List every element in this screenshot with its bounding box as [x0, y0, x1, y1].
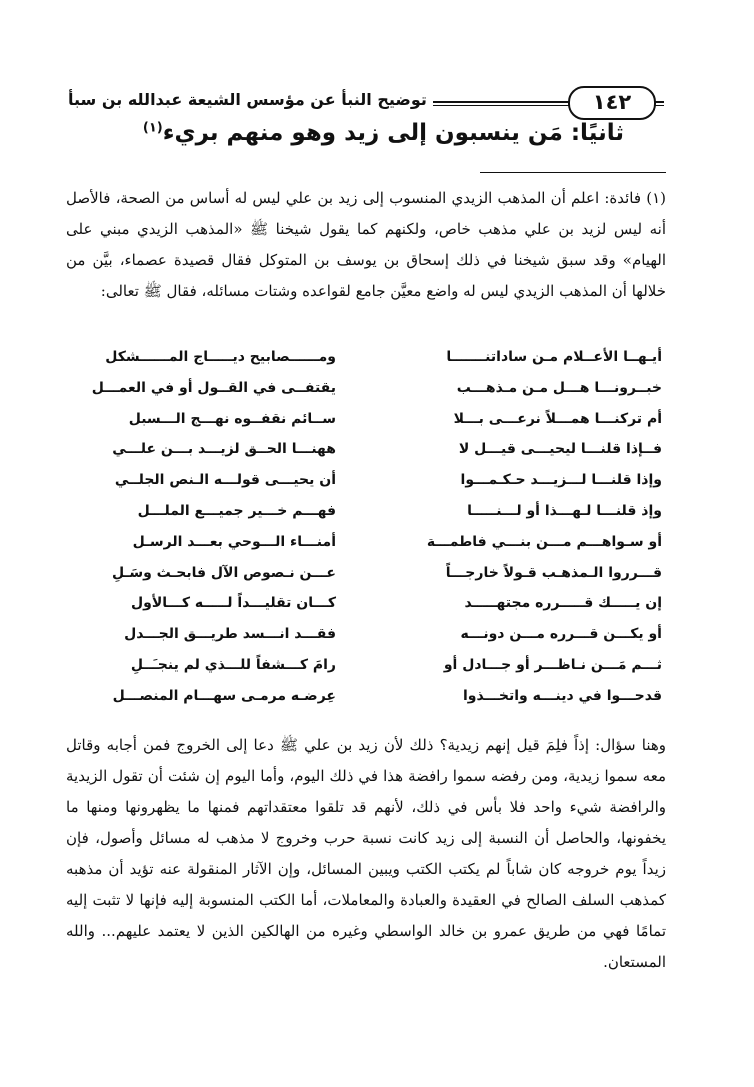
poem-line	[90, 650, 662, 681]
poem-hemistich-second: أن يحيـــى قولـــه الـنص الجلــي	[114, 472, 336, 489]
section-heading	[143, 120, 624, 146]
page-number: ١٤٢	[568, 86, 656, 120]
poem-line	[90, 434, 662, 465]
footnote-reference: (١)	[142, 120, 163, 136]
poem-hemistich-second: ههنـــا الحــق لزيـــد بـــن علـــي	[112, 441, 336, 458]
poem-line	[90, 373, 662, 404]
poem-hemistich-first: ثـــم مَـــن نـاظـــر أو جـــادل أو	[443, 656, 662, 673]
poem-line	[90, 558, 662, 589]
poem-line	[90, 465, 662, 496]
body-paragraph: وهنا سؤال: إذاً فلِمَ قيل إنهم زيدية؟ ذلك لأن زيد بن علي ﷺ دعا إلى الخروج فمن أجابه وقاتل معه سموا زيدية، ومن رفضه سموا رافضة هذا في ذلك اليوم، وأما اليوم إن شئت أن تقول الزيدية والرافضة شيء واحد فلا بأس في ذلك، لأنهم قد تلقوا معتقداتهم فمنها ما يظهرونها ومنها ما يخفونها، والحاصل أن النسبة إلى زيد كانت نسبة حرب وخروج لا مذهب له مسائل وأصول، فإن زيداً يوم خروجه كان شاباً لم يكتب الكتب ويبين المسائل، وإن الآثار المنقولة عنه تؤيد أن مذهبه كمذهب السلف الصالح في العقيدة والعبادة والمعاملات، أما الكتب المنسوبة إليه فإنها لا تثبت إليه تمامًا فهي من طريق عمرو بن خالد الواسطي وغيره من الهالكين الذين لا يعتمد عليهم... والله المستعان.	[66, 736, 666, 971]
poem-hemistich-second: أمنـــاء الـــوحي بعـــد الرسـل	[132, 533, 336, 550]
poem-line	[90, 681, 662, 712]
running-title: توضيح النبأ عن مؤسس الشيعة عبدالله بن سبأ	[62, 82, 433, 118]
poem-hemistich-first: وإذا قلنـــا لـــزيـــد حـكـمـــوا	[460, 472, 662, 489]
section-heading-text: ثانيًا: مَن ينسبون إلى زيد وهو منهم بريء	[162, 120, 624, 146]
poem-line	[90, 342, 662, 373]
poem-hemistich-first: قـــرروا الـمذهـب قـولاً خارجـــاً	[445, 564, 662, 581]
poem-hemistich-first: أم تركنـــا همـــلاً نرعـــى بـــلا	[453, 410, 662, 427]
poem-hemistich-second: عـــن نـصوص الآل فابحـث وسَـلِ	[112, 564, 336, 581]
poem-hemistich-second: عِرضـه مرمـى سهـــام المنصـــل	[112, 687, 336, 704]
footnote-separator	[480, 172, 666, 173]
poem-hemistich-second: فقـــد انـــسد طريـــق الجـــدل	[124, 626, 336, 643]
poem-hemistich-first: خبــرونـــا هـــل مـن مـذهـــب	[456, 379, 662, 396]
poem-hemistich-first: وإذ قلنـــا لـهـــذا أو لـــنـــــا	[467, 502, 662, 519]
poem-hemistich-first: أو سـواهـــم مـــن بنـــي فاطمـــة	[426, 533, 662, 550]
footnote-paragraph: (١) فائدة: اعلم أن المذهب الزيدي المنسوب إلى زيد بن علي ليس له أساس من الصحة، فالأصل أنه ليس لزيد بن علي مذهب خاص، ولكنهم كما يقول شيخنا ﷺ «المذهب الزيدي مبني على الهيام» وقد سبق شيخنا في ذلك إسحاق بن يوسف بن المتوكل فقال قصيدة عصماء، بيَّن من خلالها أن المذهب الزيدي ليس له واضع معيَّن جامع لقواعده وشتات مسائله، فقال ﷺ تعالى:	[66, 189, 666, 300]
poem-line	[90, 619, 662, 650]
poem-hemistich-second: يقتفــى في القــول أو في العمـــل	[91, 379, 336, 396]
poem-hemistich-second: رامَ كـــشفاً للـــذي لم ينجـَــلِ	[130, 656, 336, 673]
poem-line	[90, 404, 662, 435]
poem-hemistich-first: أيـهــا الأعــلام مـن ساداتنـــــــا	[446, 349, 662, 365]
poem-line	[90, 527, 662, 558]
poem-hemistich-second: ومــــــصابيح ديـــــاج المــــــشكل	[105, 349, 336, 365]
poem-hemistich-first: فــإذا قلنـــا ليحيـــى قيـــل لا	[458, 441, 662, 458]
poem-hemistich-second: ســائم نقفــوه نهـــج الـــسبل	[128, 410, 336, 427]
poem-hemistich-first: أو يكـــن قـــرره مـــن دونـــه	[460, 626, 662, 643]
poem-line	[90, 496, 662, 527]
poem	[90, 342, 662, 712]
page-header	[62, 82, 664, 118]
poem-hemistich-first: إن يـــــك قـــــرره مجتهـــــد	[464, 595, 662, 612]
poem-hemistich-second: فهـــم خـــير جميـــع الملـــل	[137, 502, 336, 519]
poem-line	[90, 588, 662, 619]
poem-hemistich-first: قدحـــوا في دينـــه واتخـــذوا	[462, 687, 662, 704]
poem-hemistich-second: كـــان تقليـــداً لـــــه كـــالأول	[130, 595, 336, 612]
